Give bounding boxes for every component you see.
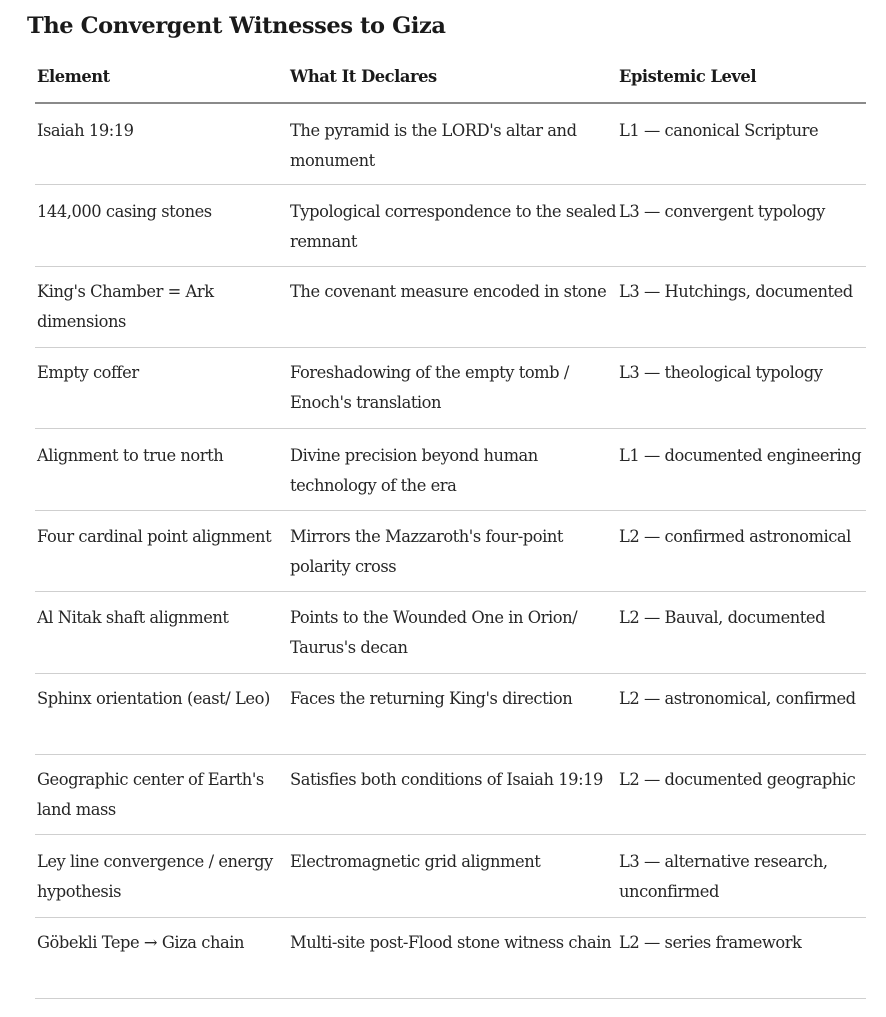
element-cell: 144,000 casing stones bbox=[37, 202, 212, 221]
declares-cell: Mirrors the Mazzaroth's four-point polarity cross bbox=[290, 527, 564, 576]
declares-cell: Electromagnetic grid alignment bbox=[290, 852, 541, 871]
table-row bbox=[35, 429, 866, 511]
level-cell: L2 — astronomical, confirmed bbox=[619, 689, 856, 708]
level-cell: L1 — documented engineering bbox=[619, 446, 862, 465]
element-cell: Ley line convergence / energy hypothesis bbox=[37, 852, 273, 901]
column-header-declares: What It Declares bbox=[290, 67, 437, 86]
declares-cell: The pyramid is the LORD's altar and monument bbox=[290, 121, 577, 170]
column-header-level: Epistemic Level bbox=[619, 67, 757, 86]
element-cell: Göbekli Tepe → Giza chain bbox=[37, 933, 245, 952]
element-cell: Empty coffer bbox=[37, 363, 139, 382]
element-cell: Isaiah 19:19 bbox=[37, 121, 134, 140]
table-row bbox=[35, 755, 866, 835]
table-row bbox=[35, 835, 866, 918]
level-cell: L3 — convergent typology bbox=[619, 202, 825, 221]
level-cell: L2 — documented geographic bbox=[619, 770, 856, 789]
level-cell: L1 — canonical Scripture bbox=[619, 121, 819, 140]
table-row bbox=[35, 592, 866, 674]
table-row bbox=[35, 674, 866, 755]
declares-cell: Points to the Wounded One in Orion/ Taurus's decan bbox=[290, 608, 578, 657]
element-cell: Four cardinal point alignment bbox=[37, 527, 272, 546]
element-cell: Alignment to true north bbox=[37, 446, 224, 465]
level-cell: L2 — Bauval, documented bbox=[619, 608, 826, 627]
witness-table bbox=[35, 60, 866, 999]
level-cell: L3 — theological typology bbox=[619, 363, 823, 382]
table-header-row bbox=[35, 60, 866, 104]
declares-cell: Typological correspondence to the sealed remnant bbox=[290, 202, 617, 251]
table-row bbox=[35, 267, 866, 348]
declares-cell: Satisfies both conditions of Isaiah 19:19 bbox=[290, 770, 603, 789]
declares-cell: Faces the returning King's direction bbox=[290, 689, 573, 708]
level-cell: L3 — Hutchings, documented bbox=[619, 282, 853, 301]
declares-cell: Foreshadowing of the empty tomb / Enoch's translation bbox=[290, 363, 569, 412]
level-cell: L3 — alternative research, unconfirmed bbox=[619, 852, 828, 901]
column-header-element: Element bbox=[37, 67, 110, 86]
level-cell: L2 — confirmed astronomical bbox=[619, 527, 851, 546]
declares-cell: Multi-site post-Flood stone witness chain bbox=[290, 933, 612, 952]
page-title: The Convergent Witnesses to Giza bbox=[27, 13, 446, 39]
element-cell: Sphinx orientation (east/ Leo) bbox=[37, 689, 270, 708]
table-row bbox=[35, 918, 866, 999]
table-row bbox=[35, 511, 866, 592]
element-cell: Al Nitak shaft alignment bbox=[37, 608, 229, 627]
table-row bbox=[35, 104, 866, 185]
table-row bbox=[35, 348, 866, 429]
level-cell: L2 — series framework bbox=[619, 933, 802, 952]
declares-cell: Divine precision beyond human technology of the era bbox=[290, 446, 538, 495]
element-cell: Geographic center of Earth's land mass bbox=[37, 770, 264, 819]
element-cell: King's Chamber = Ark dimensions bbox=[37, 282, 214, 331]
declares-cell: The covenant measure encoded in stone bbox=[290, 282, 607, 301]
table-row bbox=[35, 185, 866, 267]
